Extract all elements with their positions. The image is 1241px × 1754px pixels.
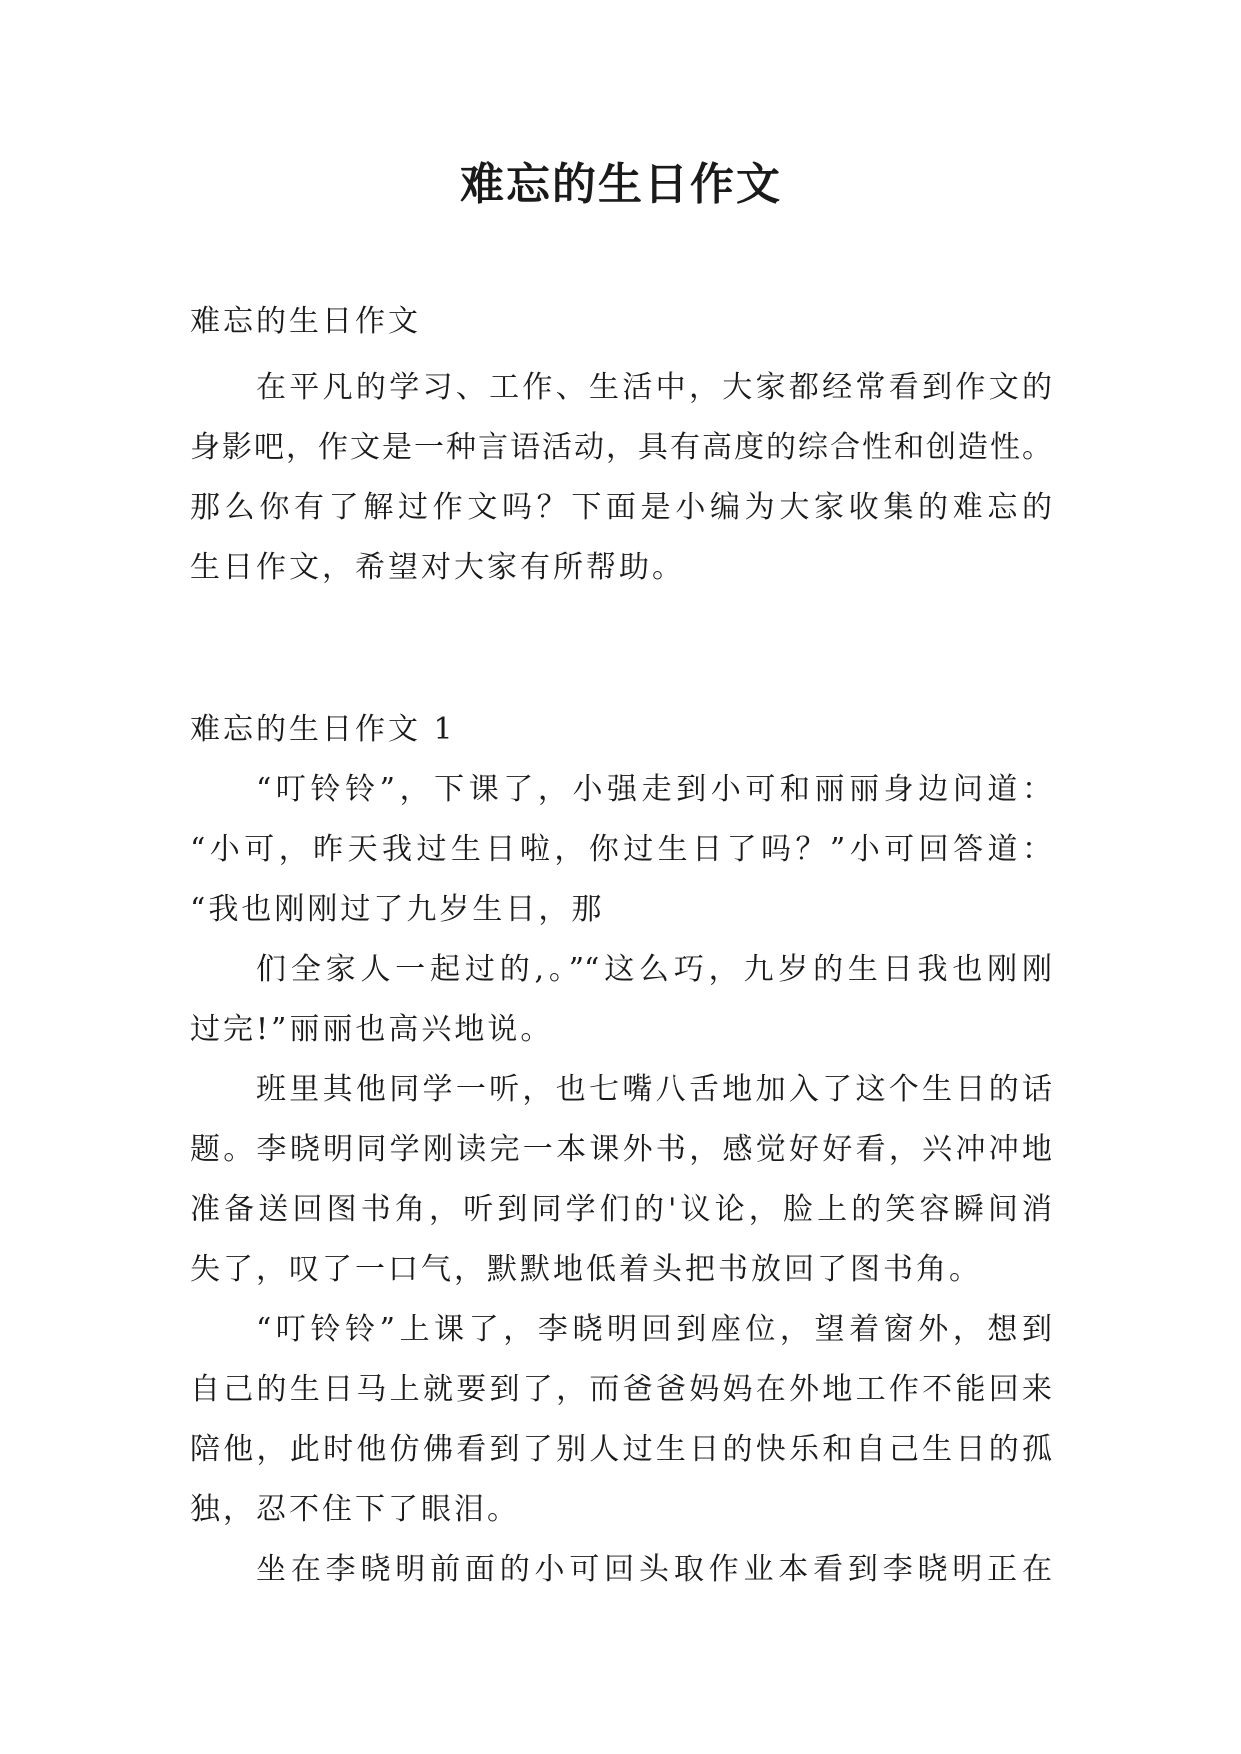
text-line: “叮铃铃”上课了，李晓明回到座位，望着窗外，想到 bbox=[256, 1312, 1052, 1347]
document-subtitle: 难忘的生日作文 bbox=[190, 304, 421, 339]
document-page bbox=[190, 0, 1052, 1754]
text-line: 独，忍不住下了眼泪。 bbox=[190, 1492, 520, 1527]
text-line: 生日作文，希望对大家有所帮助。 bbox=[190, 550, 685, 585]
intro-paragraph bbox=[190, 358, 1052, 598]
text-line: 题。李晓明同学刚读完一本课外书，感觉好好看，兴冲冲地 bbox=[190, 1132, 1052, 1167]
text-line: “小可，昨天我过生日啦，你过生日了吗？”小可回答道： bbox=[190, 832, 1052, 867]
text-line: 陪他，此时他仿佛看到了别人过生日的快乐和自己生日的孤 bbox=[190, 1432, 1052, 1467]
text-line: “叮铃铃”，下课了，小强走到小可和丽丽身边问道： bbox=[256, 772, 1052, 807]
text-line: 班里其他同学一听，也七嘴八舌地加入了这个生日的话 bbox=[256, 1072, 1052, 1107]
body-paragraph bbox=[190, 1540, 1052, 1600]
text-line: 们全家人一起过的,。”“这么巧，九岁的生日我也刚刚 bbox=[256, 952, 1052, 987]
body-paragraph bbox=[190, 1060, 1052, 1300]
text-line: 那么你有了解过作文吗？下面是小编为大家收集的难忘的 bbox=[190, 490, 1052, 525]
body-paragraph bbox=[190, 1300, 1052, 1540]
text-line: 在平凡的学习、工作、生活中，大家都经常看到作文的 bbox=[256, 370, 1052, 405]
text-line: “我也刚刚过了九岁生日，那 bbox=[190, 892, 605, 927]
section-heading: 难忘的生日作文 1 bbox=[190, 712, 456, 747]
body-paragraph bbox=[190, 940, 1052, 1060]
text-line: 身影吧，作文是一种言语活动，具有高度的综合性和创造性。 bbox=[190, 430, 1052, 465]
text-line: 准备送回图书角，听到同学们的'议论，脸上的笑容瞬间消 bbox=[190, 1192, 1052, 1227]
document-title: 难忘的生日作文 bbox=[460, 159, 782, 210]
text-line: 过完!”丽丽也高兴地说。 bbox=[190, 1012, 554, 1047]
body-paragraph bbox=[190, 760, 1052, 940]
text-line: 坐在李晓明前面的小可回头取作业本看到李晓明正在 bbox=[256, 1552, 1052, 1587]
text-line: 自己的生日马上就要到了，而爸爸妈妈在外地工作不能回来 bbox=[190, 1372, 1052, 1407]
text-line: 失了，叹了一口气，默默地低着头把书放回了图书角。 bbox=[190, 1252, 982, 1287]
